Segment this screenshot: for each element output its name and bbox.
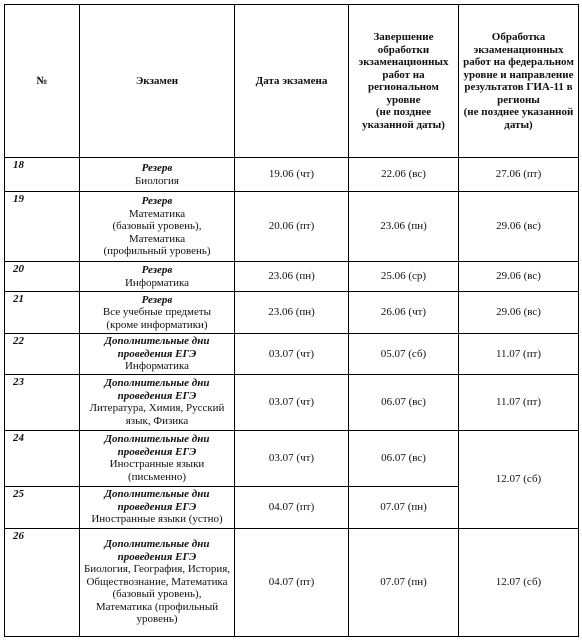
row-number: 24 <box>5 430 80 486</box>
regional-date: 07.07 (пн) <box>349 486 459 528</box>
header-exam: Экзамен <box>80 5 235 158</box>
federal-date: 29.06 (вс) <box>459 292 579 334</box>
row-number: 22 <box>5 334 80 375</box>
table-row <box>5 528 579 636</box>
exam-cell <box>80 528 235 636</box>
header-exam-date: Дата экзамена <box>235 5 349 158</box>
federal-date: 11.07 (пт) <box>459 334 579 375</box>
regional-date: 23.06 (пн) <box>349 192 459 262</box>
exam-date: 03.07 (чт) <box>235 430 349 486</box>
exam-title: Дополнительные дни проведения ЕГЭ <box>104 433 210 458</box>
table-row <box>5 292 579 334</box>
exam-title: Дополнительные дни проведения ЕГЭ <box>104 335 210 360</box>
exam-cell <box>80 374 235 430</box>
exam-subjects: Биология <box>134 174 179 187</box>
table-row <box>5 158 579 192</box>
exam-title: Резерв <box>141 195 173 208</box>
federal-date: 12.07 (сб) <box>459 430 579 528</box>
exam-title: Резерв <box>141 293 173 306</box>
exam-date: 03.07 (чт) <box>235 374 349 430</box>
table-row <box>5 262 579 292</box>
federal-date: 29.06 (вс) <box>459 262 579 292</box>
exam-subjects: Литература, Химия, Русский язык, Физика <box>89 402 225 427</box>
exam-cell <box>80 192 235 262</box>
exam-date: 19.06 (чт) <box>235 158 349 192</box>
exam-date: 23.06 (пн) <box>235 262 349 292</box>
exam-cell <box>80 486 235 528</box>
federal-date: 11.07 (пт) <box>459 374 579 430</box>
exam-date: 04.07 (пт) <box>235 528 349 636</box>
row-number: 19 <box>5 192 80 262</box>
exam-subjects: Иностранные языки (письменно) <box>109 458 205 483</box>
table-row <box>5 430 579 486</box>
exam-subjects: Биология, География, История, Обществознание, Математика (базовый уровень), Математика (профильный уровень) <box>83 563 231 626</box>
regional-date: 06.07 (вс) <box>349 374 459 430</box>
row-number: 25 <box>5 486 80 528</box>
exam-title: Дополнительные дни проведения ЕГЭ <box>104 538 210 563</box>
regional-date: 05.07 (сб) <box>349 334 459 375</box>
table-row <box>5 334 579 375</box>
table-header-row <box>5 5 579 158</box>
exam-title: Резерв <box>141 264 173 276</box>
exam-date: 04.07 (пт) <box>235 486 349 528</box>
federal-date: 29.06 (вс) <box>459 192 579 262</box>
federal-date: 12.07 (сб) <box>459 528 579 636</box>
table-row <box>5 192 579 262</box>
row-number: 20 <box>5 262 80 292</box>
exam-title: Резерв <box>141 162 173 174</box>
header-number: № <box>5 5 80 158</box>
row-number: 18 <box>5 158 80 192</box>
exam-cell <box>80 262 235 292</box>
table-row <box>5 374 579 430</box>
exam-cell <box>80 334 235 375</box>
regional-date: 26.06 (чт) <box>349 292 459 334</box>
federal-date: 27.06 (пт) <box>459 158 579 192</box>
exam-cell <box>80 158 235 192</box>
exam-schedule-table <box>4 4 579 637</box>
regional-date: 06.07 (вс) <box>349 430 459 486</box>
exam-subjects: Информатика <box>124 276 190 289</box>
regional-date: 07.07 (пн) <box>349 528 459 636</box>
exam-title: Дополнительные дни проведения ЕГЭ <box>104 488 210 513</box>
row-number: 23 <box>5 374 80 430</box>
exam-subjects: Иностранные языки (устно) <box>91 513 223 526</box>
exam-title: Дополнительные дни проведения ЕГЭ <box>104 377 210 402</box>
exam-date: 20.06 (пт) <box>235 192 349 262</box>
header-federal-processing: Обработка экзаменационных работ на федеральном уровне и направление результатов ГИА-11 в регионы (не позднее указанной даты) <box>459 5 579 158</box>
exam-subjects: Математика (базовый уровень), Математика (профильный уровень) <box>103 207 211 258</box>
exam-cell <box>80 430 235 486</box>
row-number: 26 <box>5 528 80 636</box>
exam-date: 23.06 (пн) <box>235 292 349 334</box>
header-regional-processing: Завершение обработки экзаменационных работ на региональном уровне (не позднее указанной даты) <box>349 5 459 158</box>
regional-date: 22.06 (вс) <box>349 158 459 192</box>
row-number: 21 <box>5 292 80 334</box>
exam-cell <box>80 292 235 334</box>
exam-subjects: Информатика <box>124 360 190 372</box>
exam-date: 03.07 (чт) <box>235 334 349 375</box>
exam-subjects: Все учебные предметы (кроме информатики) <box>102 306 212 331</box>
regional-date: 25.06 (ср) <box>349 262 459 292</box>
